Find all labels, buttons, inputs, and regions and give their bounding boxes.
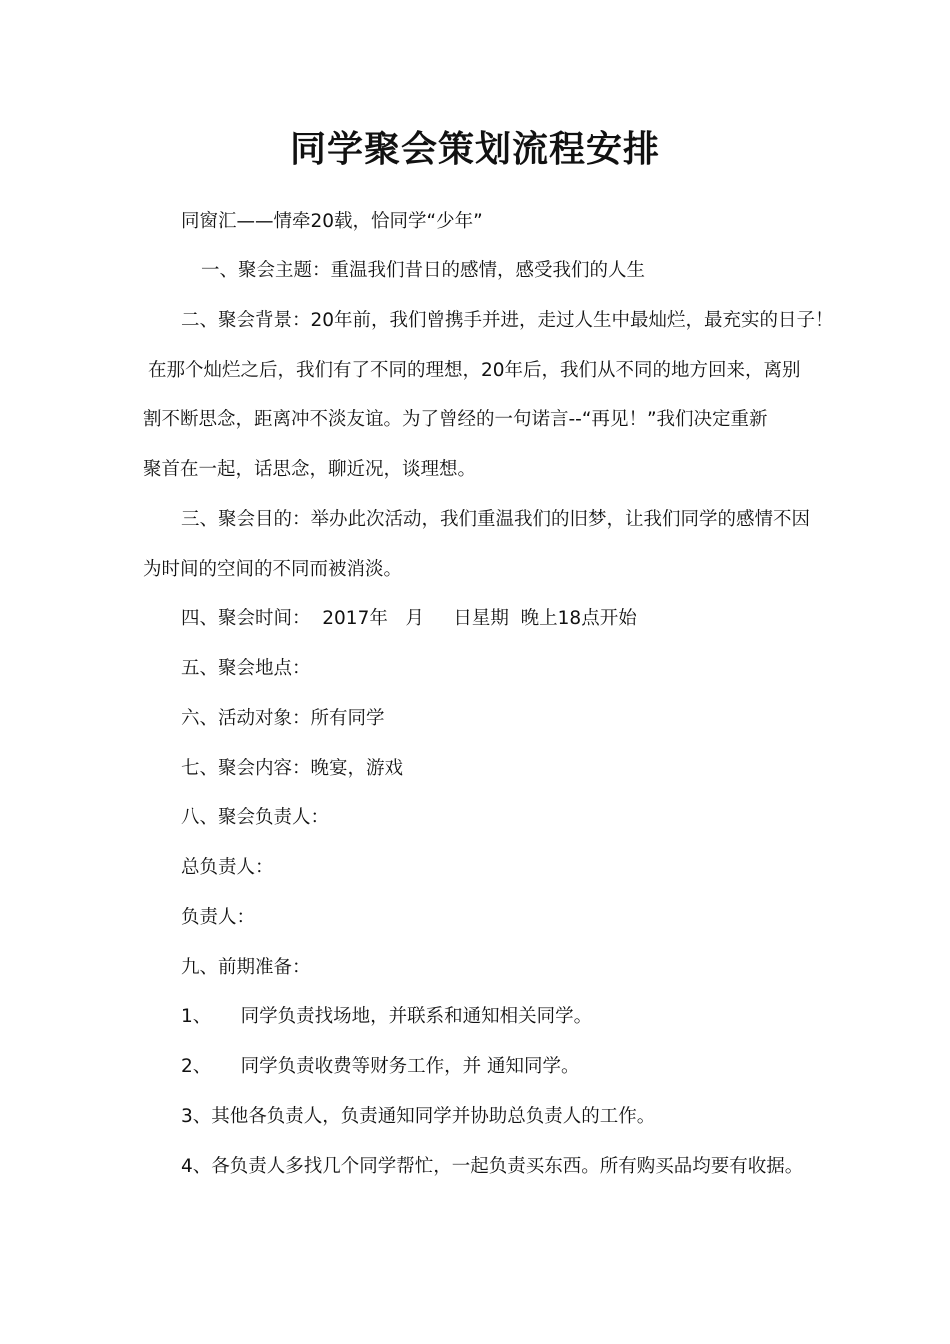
paragraph-line: 为时间的空间的不同而被消淡。 (143, 559, 403, 580)
section-organizer: 八、聚会负责人： (181, 807, 330, 828)
section-content: 七、聚会内容：晚宴，游戏 (181, 758, 404, 779)
paragraph-line: 割不断思念，距离冲不淡友谊。为了曾经的一句诺言--“再见！”我们决定重新 (143, 409, 768, 430)
section-location: 五、聚会地点： (181, 658, 311, 679)
chief-organizer: 总负责人： (181, 857, 274, 878)
document-title: 同学聚会策划流程安排 (289, 129, 660, 170)
section-preparation: 九、前期准备： (181, 957, 311, 978)
section-time: 四、聚会时间： 2017年 月 日星期 晚上18点开始 (181, 608, 637, 629)
list-item: 2、 同学负责收费等财务工作，并 通知同学。 (181, 1056, 580, 1077)
section-background: 二、聚会背景：20年前，我们曾携手并进，走过人生中最灿烂，最充实的日子！ (181, 310, 834, 331)
section-audience: 六、活动对象：所有同学 (181, 708, 385, 729)
section-theme: 一、聚会主题：重温我们昔日的感情，感受我们的人生 (201, 260, 646, 281)
list-item: 1、 同学负责找场地，并联系和通知相关同学。 (181, 1006, 593, 1027)
list-item: 4、各负责人多找几个同学帮忙，一起负责买东西。所有购买品均要有收据。 (181, 1156, 804, 1177)
paragraph-line: 聚首在一起，话思念，聊近况，谈理想。 (143, 459, 477, 480)
organizer: 负责人： (181, 907, 256, 928)
section-purpose: 三、聚会目的：举办此次活动，我们重温我们的旧梦，让我们同学的感情不因 (181, 509, 811, 530)
subtitle-line: 同窗汇——情牵20载，恰同学“少年” (181, 211, 483, 232)
list-item: 3、其他各负责人，负责通知同学并协助总负责人的工作。 (181, 1106, 656, 1127)
paragraph-line: 在那个灿烂之后，我们有了不同的理想，20年后，我们从不同的地方回来，离别 (148, 360, 801, 381)
